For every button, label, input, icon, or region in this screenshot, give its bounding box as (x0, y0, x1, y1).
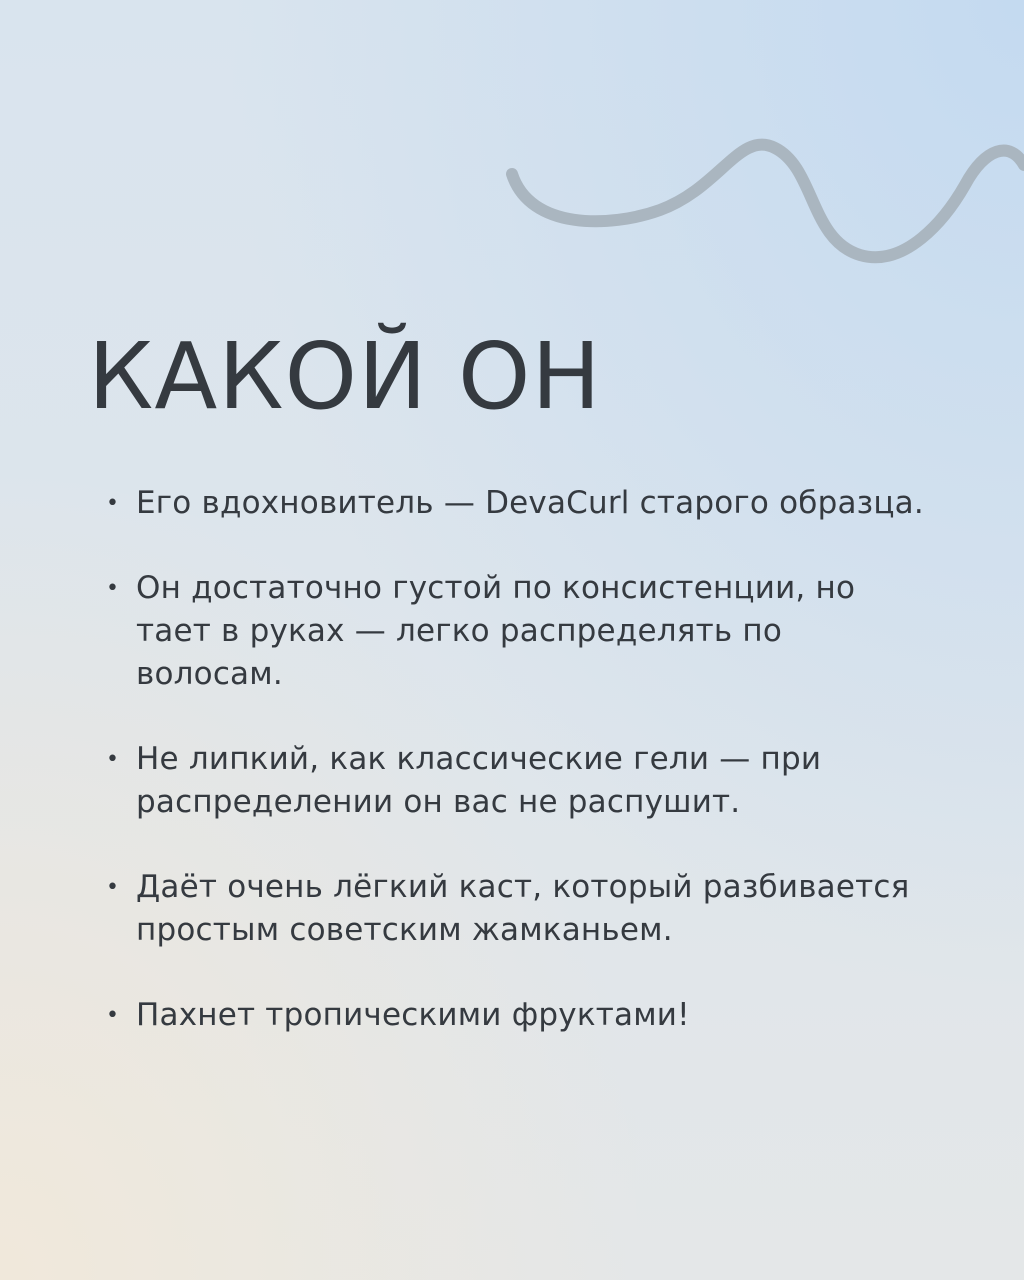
list-item-text: Даёт очень лёгкий каст, который разбивается простым советским жамканьем. (136, 869, 910, 948)
list-item-text: Его вдохновитель — DevaCurl старого образца. (136, 485, 924, 521)
bullet-icon: • (106, 747, 120, 772)
list-item-text: Не липкий, как классические гели — при распределении он вас не распушит. (136, 741, 822, 820)
feature-list (100, 482, 930, 1079)
page-title: КАКОЙ ОН (88, 323, 602, 430)
bullet-icon: • (106, 875, 120, 900)
list-item (100, 866, 930, 952)
bullet-icon: • (106, 1003, 120, 1028)
list-item (100, 567, 930, 696)
wavy-line-icon (0, 0, 1024, 300)
list-item (100, 994, 930, 1037)
list-item (100, 482, 930, 525)
list-item-text: Он достаточно густой по консистенции, но тает в руках — легко распределять по волосам. (136, 570, 856, 692)
list-item (100, 738, 930, 824)
bullet-icon: • (106, 576, 120, 601)
bullet-icon: • (106, 491, 120, 516)
list-item-text: Пахнет тропическими фруктами! (136, 997, 690, 1033)
